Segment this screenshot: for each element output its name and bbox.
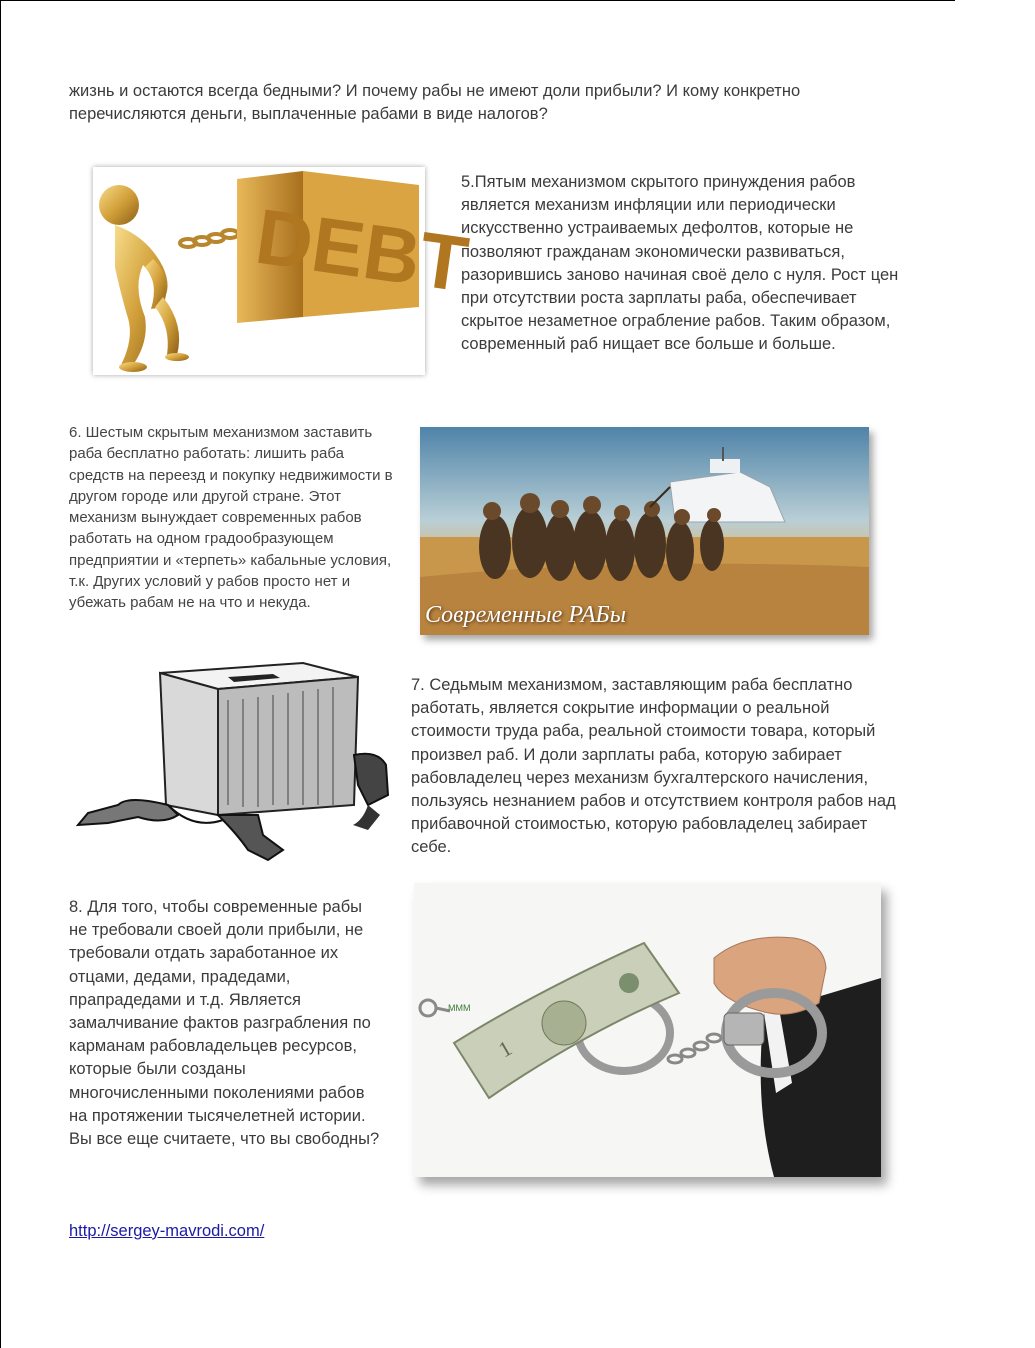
section-7-paragraph — [411, 674, 901, 860]
barge-caption: Современные РАБы — [425, 602, 626, 628]
page-border-top — [0, 0, 955, 1]
intro-text: жизнь и остаются всегда бедными? И почему рабы не имеют доли прибыли? И кому конкретно перечисляются деньги, выплаченные рабами в виде налогов? — [69, 82, 801, 124]
debt-illustration — [93, 167, 474, 375]
handcuff-dollar-icon — [414, 883, 881, 1177]
section-6-paragraph — [69, 422, 399, 614]
bill-mmm-text: MMM — [448, 1003, 471, 1013]
debt-figure-icon — [93, 167, 474, 375]
section-5-paragraph — [461, 171, 901, 357]
handcuffed-money-photo — [414, 883, 881, 1177]
section-8-text: 8. Для того, чтобы современные рабы не требовали своей доли прибыли, не требовали отдать заработанное их отцами, дедами, прадедами, прапрадедами и т.д. Является замалчивание фактов разграбления по карманам рабовладельцев ресурсов, которые были созданы многочисленными поколениями рабов на протяжении тысячелетней истории. Вы все еще считаете, что вы свободны? — [69, 898, 380, 1149]
section-7-text: 7. Седьмым механизмом, заставляющим раба бесплатно работать, является сокрытие информации о реальной стоимости труда раба, реальной стоимости товара, который произвел раб. И доли зарплаты раба, которую забирает рабовладелец через механизм бухгалтерского начисления, пользуясь незнанием рабов и отсутствием контроля рабов над прибавочной стоимостью, которую рабовладелец забирает себе. — [411, 676, 896, 857]
ballot-box-sketch — [68, 655, 398, 870]
debt-word: DEBT — [250, 191, 474, 309]
page-border-left — [0, 0, 1, 1348]
section-6-text: 6. Шестым скрытым механизмом заставить раба бесплатно работать: лишить раба средств на переезд и покупку недвижимости в другом городе или другой стране. Этот механизм вынуждает современных рабов работать на одном градообразующем предприятии и «терпеть» кабальные условия, т.к. Других условий у рабов просто нет и убежать рабам не на что и некуда. — [69, 424, 393, 612]
site-link[interactable]: http://sergey-mavrodi.com/ — [69, 1222, 265, 1240]
ballot-box-figure-icon — [68, 655, 398, 870]
section-8-paragraph — [69, 896, 384, 1151]
barge-haulers-painting — [420, 427, 869, 635]
svg-text:1: 1 — [494, 1035, 517, 1063]
intro-paragraph — [69, 80, 899, 126]
section-5-text: 5.Пятым механизмом скрытого принуждения рабов является механизм инфляции или периодически искусственно устраиваемых дефолтов, которые не позволяют гражданам экономически развиваться, разорившись заново начиная своё дело с нуля. Рост цен при отсутствии роста зарплаты раба, обеспечивает скрытое незаметное ограбление рабов. Таким образом, современный раб нищает все больше и больше. — [461, 173, 899, 354]
